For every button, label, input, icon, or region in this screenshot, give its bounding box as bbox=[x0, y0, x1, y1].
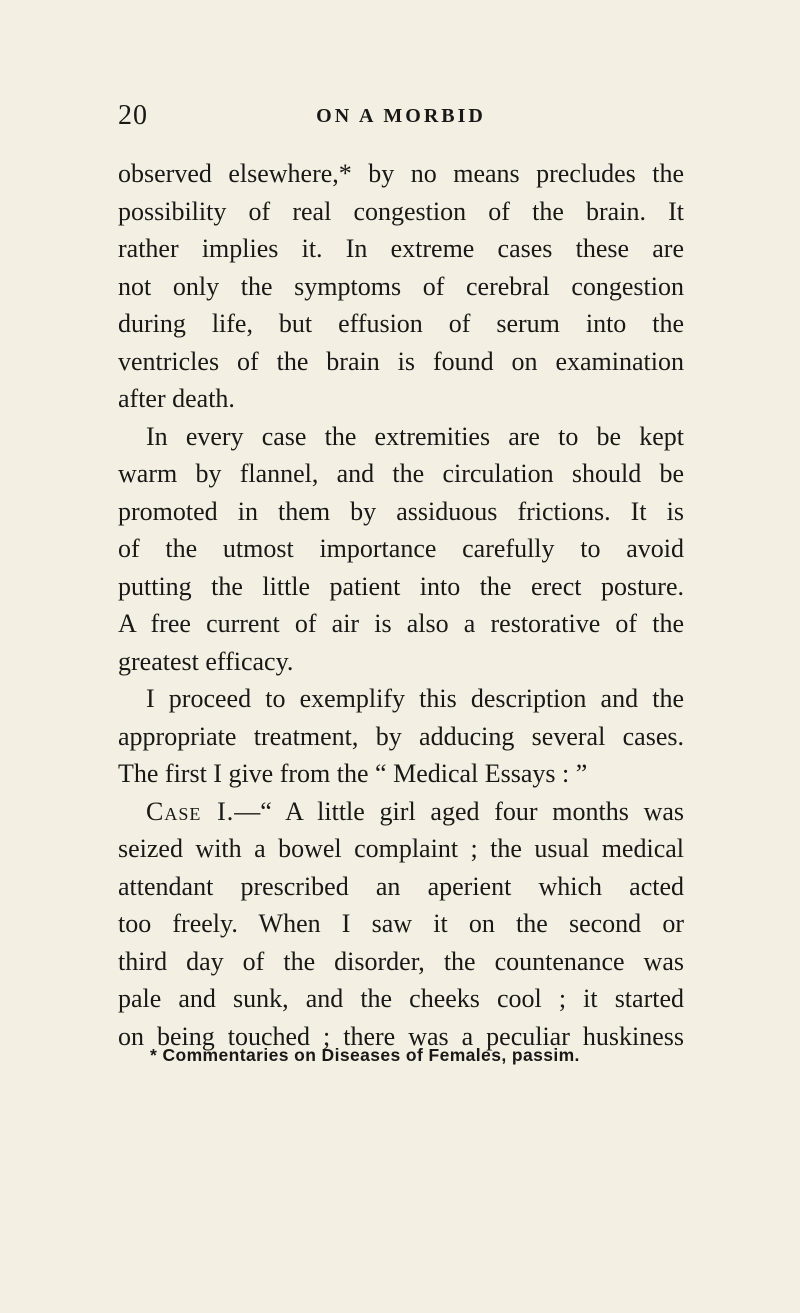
running-title: ON A MORBID bbox=[316, 105, 486, 127]
text-line: third day of the disorder, the countenance was bbox=[118, 946, 684, 976]
case-heading-line bbox=[118, 793, 684, 831]
text-line: of the utmost importance carefully to avoid bbox=[118, 534, 684, 563]
text-line: warm by flannel, and the circulation should be bbox=[118, 459, 684, 488]
text-line: promoted in them by assiduous frictions. It is bbox=[118, 496, 684, 526]
body-text bbox=[118, 155, 684, 1055]
running-head bbox=[118, 100, 684, 136]
text-line: observed elsewhere,* by no means precludes the bbox=[118, 159, 684, 188]
text-line: pale and sunk, and the cheeks cool ; it started bbox=[118, 984, 684, 1013]
text-line: The first I give from the “ Medical Essays : ” bbox=[118, 759, 588, 788]
case-text: —“ A little girl aged four months was bbox=[234, 796, 684, 826]
case-label: Case I. bbox=[146, 796, 235, 826]
text-line: not only the symptoms of cerebral congestion bbox=[118, 271, 684, 301]
text-line: rather implies it. In extreme cases these are bbox=[118, 234, 684, 263]
text-line: after death. bbox=[118, 384, 235, 413]
text-line: attendant prescribed an aperient which acted bbox=[118, 871, 684, 901]
footnote: * Commentaries on Diseases of Females, passim. bbox=[150, 1045, 580, 1065]
text-line: I proceed to exemplify this description and the bbox=[146, 684, 684, 713]
text-line: too freely. When I saw it on the second or bbox=[118, 909, 684, 938]
text-line: A free current of air is also a restorative of the bbox=[118, 609, 684, 638]
text-line: during life, but effusion of serum into the bbox=[118, 309, 684, 338]
text-line: greatest efficacy. bbox=[118, 646, 294, 676]
text-line: possibility of real congestion of the brain. It bbox=[118, 196, 684, 226]
text-line: ventricles of the brain is found on examination bbox=[118, 346, 684, 376]
text-line: In every case the extremities are to be kept bbox=[146, 421, 684, 451]
text-line: seized with a bowel complaint ; the usual medical bbox=[118, 834, 684, 863]
page-number: 20 bbox=[118, 100, 148, 131]
text-line: appropriate treatment, by adducing several cases. bbox=[118, 721, 684, 751]
text-line: putting the little patient into the erect posture. bbox=[118, 571, 684, 601]
text-line: on being touched ; there was a peculiar huskiness bbox=[118, 1021, 684, 1051]
